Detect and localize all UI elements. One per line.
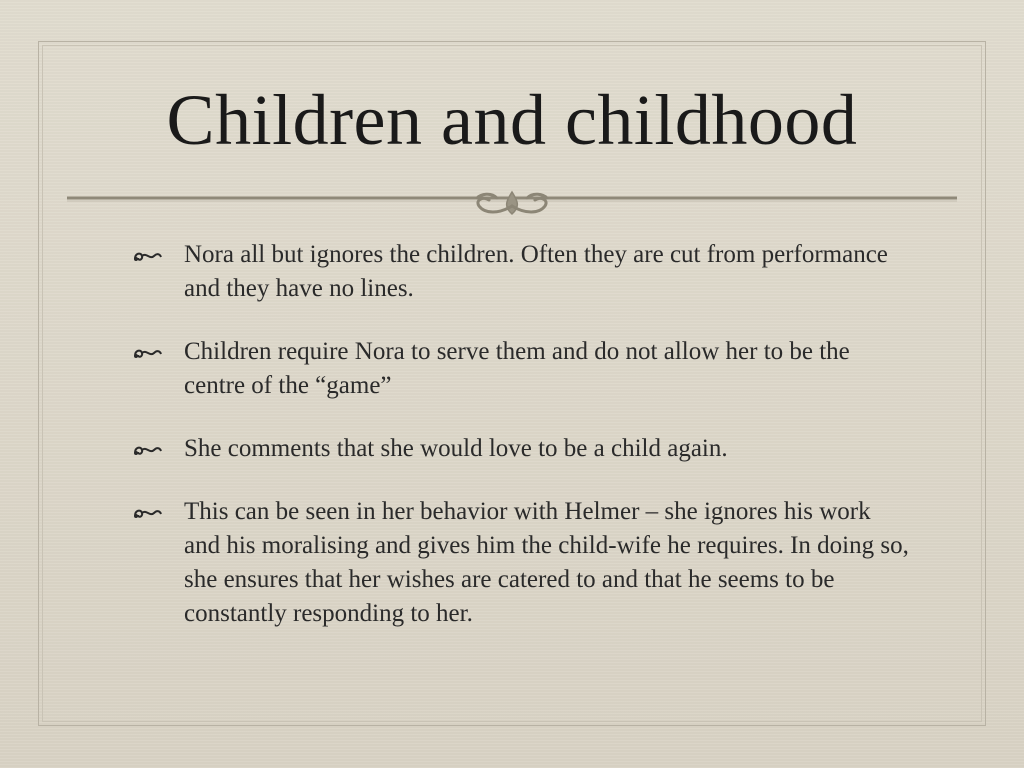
bullet-item — [132, 335, 912, 403]
bullet-list — [132, 238, 912, 631]
fleuron-bullet-icon — [132, 506, 164, 520]
fleuron-bullet-icon — [132, 249, 164, 263]
bullet-item — [132, 432, 912, 466]
fleuron-bullet-icon — [132, 443, 164, 457]
bullet-text: She comments that she would love to be a child again. — [184, 435, 728, 462]
bullet-item — [132, 238, 912, 306]
ornamental-divider — [67, 188, 957, 224]
slide-title: Children and childhood — [166, 80, 858, 160]
fleuron-bullet-icon — [132, 346, 164, 360]
flourish-ornament — [477, 192, 547, 214]
bullet-text: This can be seen in her behavior with Helmer – she ignores his work and his moralising and gives him the child-wife he requires. In doing so, she ensures that her wishes are catered to and that he seems to be constantly responding to her. — [184, 498, 909, 627]
bullet-item — [132, 495, 912, 631]
bullet-text: Children require Nora to serve them and do not allow her to be the centre of the “game” — [184, 338, 850, 399]
bullet-text: Nora all but ignores the children. Often they are cut from performance and they have no lines. — [184, 241, 888, 302]
